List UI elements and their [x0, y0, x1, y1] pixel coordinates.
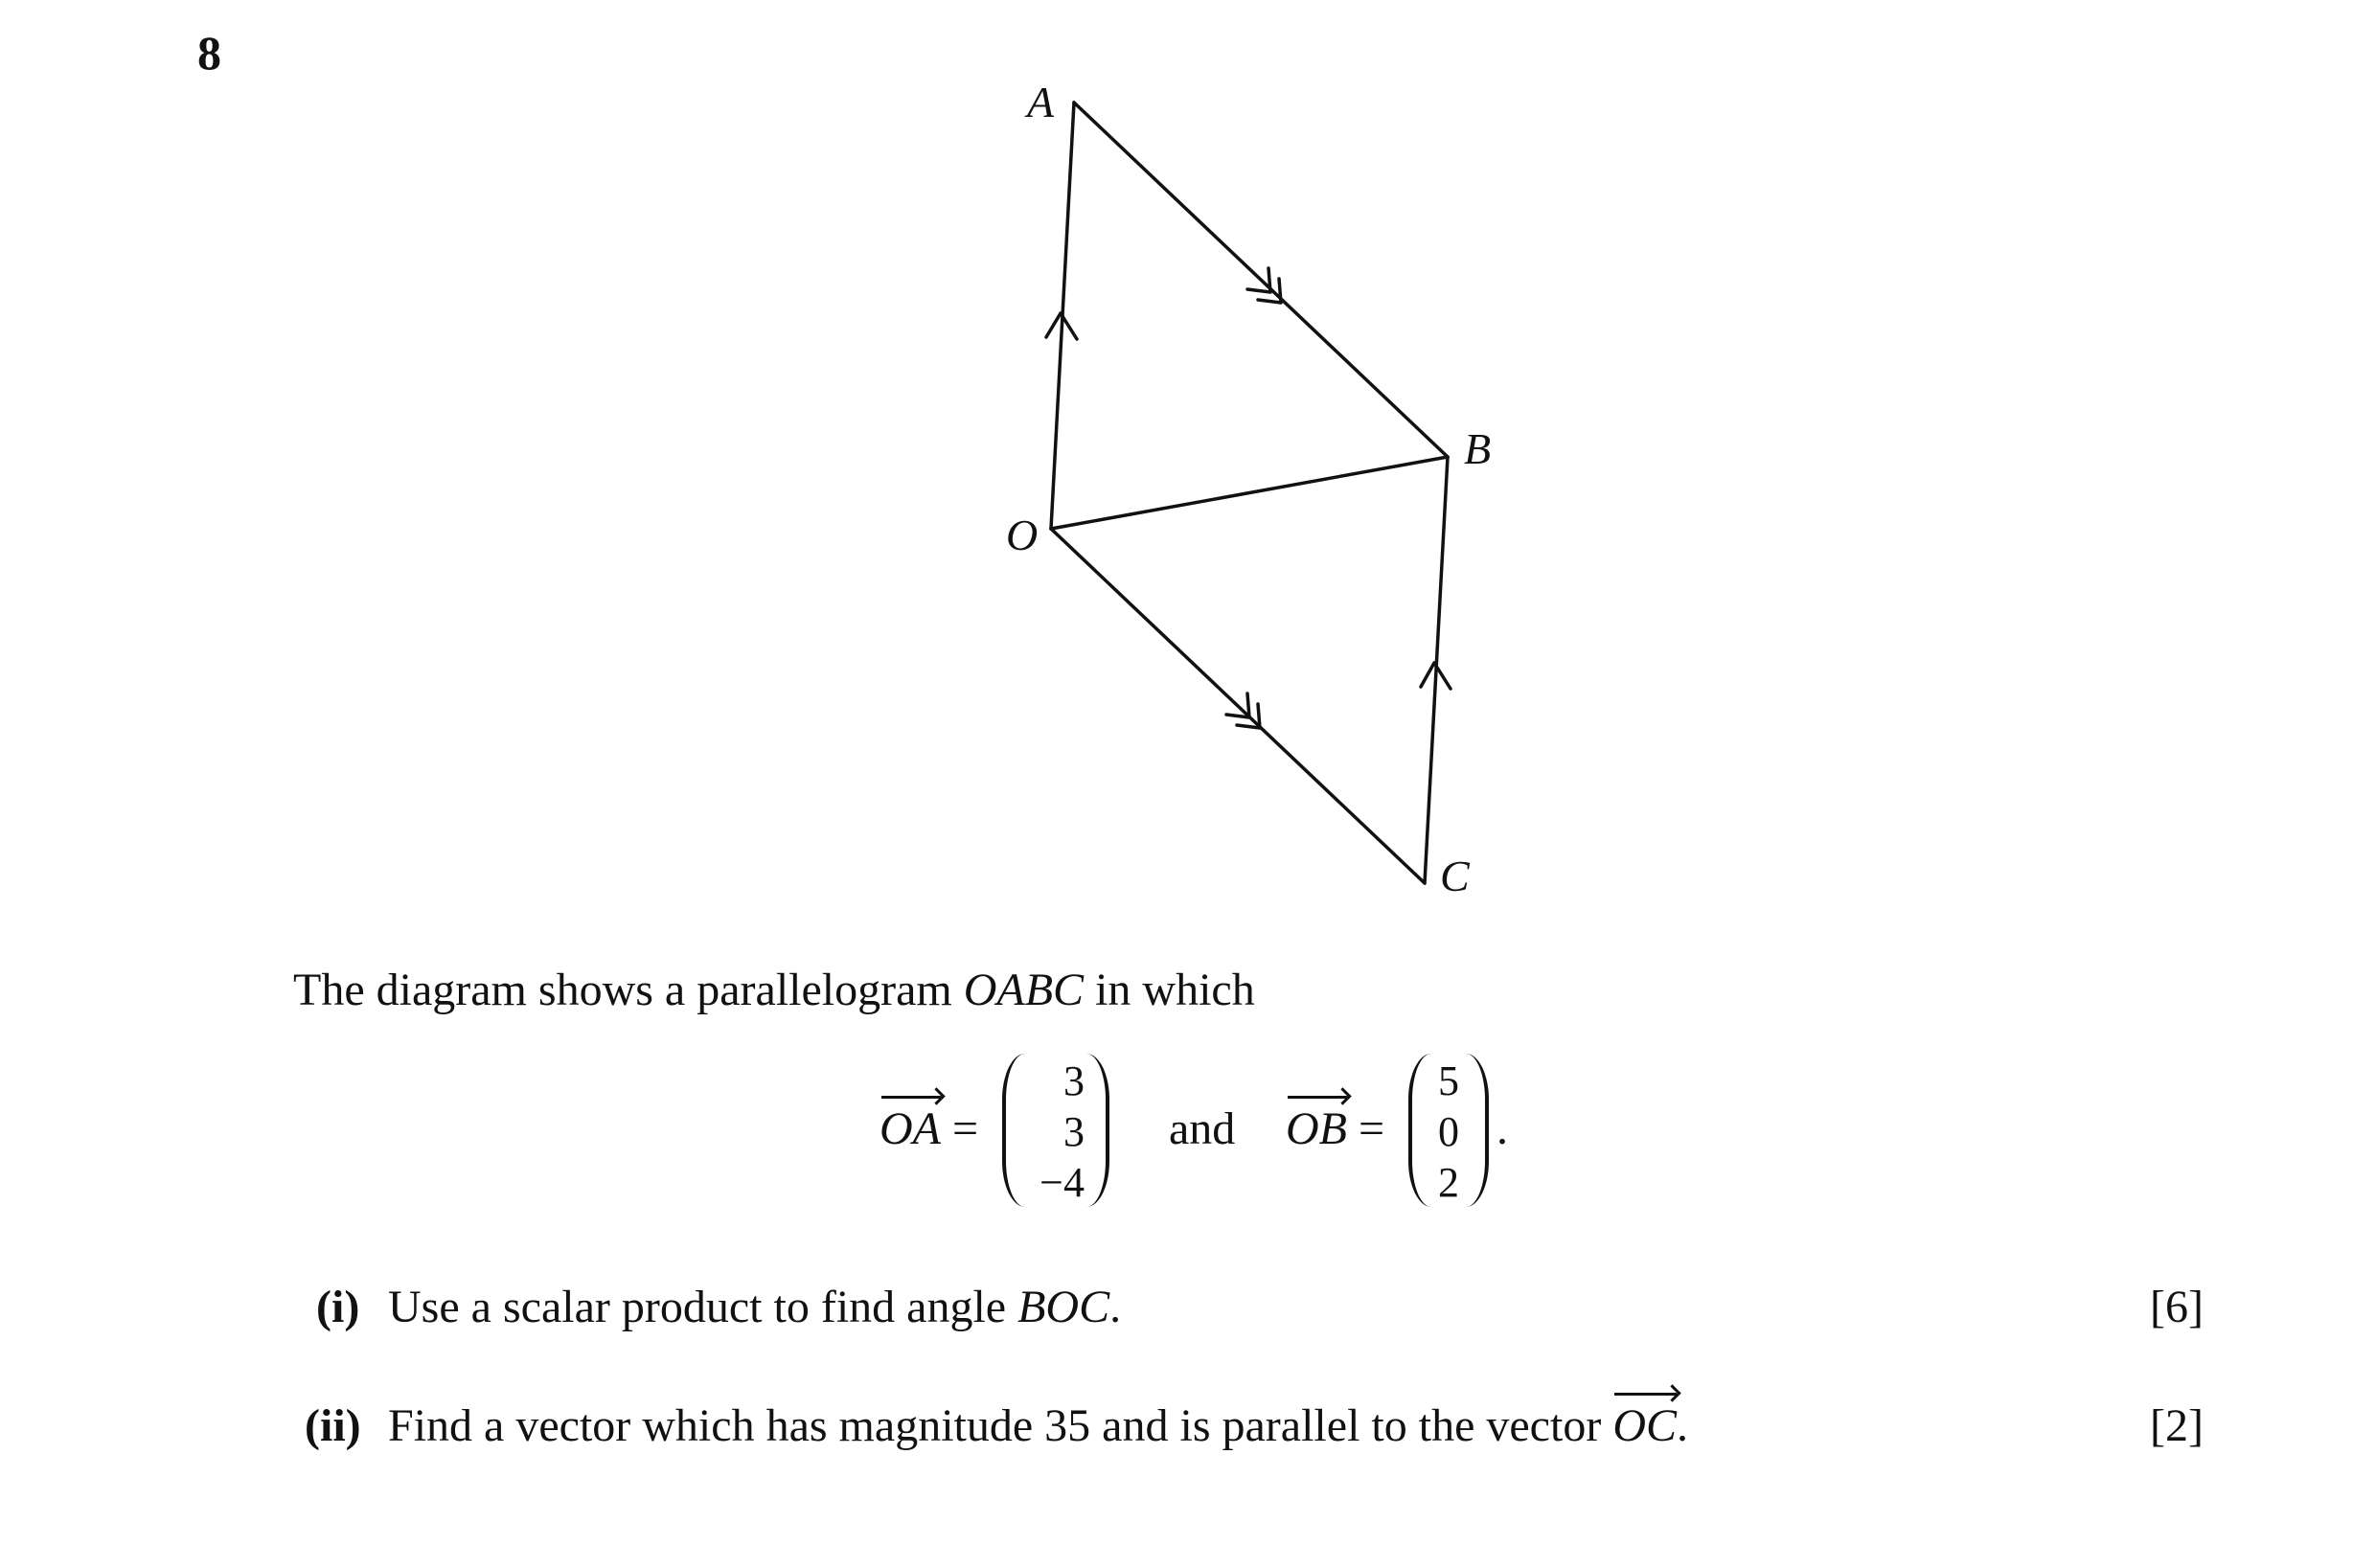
right-paren: [1086, 1054, 1109, 1207]
vector-equation: [0, 1054, 2376, 1207]
edge-oc: [1051, 529, 1425, 883]
part-i-text-after: .: [1109, 1282, 1122, 1332]
part-ii-text-after: .: [1677, 1400, 1688, 1451]
left-paren: [1002, 1054, 1025, 1207]
oa-entry-3: −4: [1040, 1159, 1085, 1206]
intro-text: [293, 963, 1255, 1018]
part-i-text: [388, 1280, 1121, 1335]
ob-entry-2: 0: [1438, 1108, 1459, 1155]
part-ii-marks: [2]: [2150, 1400, 2204, 1451]
part-ii-label: (ii): [305, 1400, 361, 1451]
intro-after: in which: [1084, 965, 1255, 1015]
point-label-c: C: [1440, 852, 1470, 900]
ob-entry-3: 2: [1438, 1159, 1459, 1206]
point-label-b: B: [1464, 424, 1492, 473]
part-i-marks: [6]: [2150, 1282, 2204, 1332]
ob-equals: =: [1358, 1103, 1385, 1154]
part-ii-text: [388, 1398, 1688, 1454]
point-label-a: A: [1027, 78, 1055, 126]
oa-column-vector: [1002, 1054, 1109, 1207]
part-i-text-before: Use a scalar product to find angle: [388, 1282, 1018, 1332]
left-paren: [1408, 1054, 1431, 1207]
oa-equals: =: [951, 1103, 979, 1154]
question-number: 8: [197, 26, 221, 80]
ob-entries: [1433, 1056, 1464, 1208]
oc-vector-label: OC: [1612, 1398, 1677, 1454]
equation-end: .: [1496, 1103, 1508, 1154]
edge-ob: [1051, 457, 1448, 529]
connector-text: and: [1169, 1103, 1236, 1154]
edge-ab: [1074, 102, 1448, 457]
ob-vector-label: OB: [1286, 1102, 1347, 1157]
right-paren: [1466, 1054, 1489, 1207]
point-label-o: O: [1006, 511, 1039, 559]
part-ii-text-before: Find a vector which has magnitude 35 and is parallel to the vector: [388, 1400, 1613, 1451]
angle-name: BOC: [1017, 1282, 1110, 1332]
oa-vector-label: OA: [880, 1102, 941, 1157]
oa-lhs: [880, 1102, 978, 1157]
part-i-label: (i): [316, 1282, 360, 1332]
ob-lhs: [1286, 1102, 1384, 1157]
ob-column-vector: [1408, 1054, 1489, 1207]
edge-cb: [1425, 457, 1448, 883]
oa-entry-1: 3: [1063, 1057, 1085, 1104]
oa-entries: [1027, 1056, 1085, 1208]
oa-entry-2: 3: [1063, 1108, 1085, 1155]
intro-before: The diagram shows a parallelogram: [293, 965, 964, 1015]
shape-name: OABC: [963, 965, 1085, 1015]
ob-entry-1: 5: [1438, 1057, 1459, 1104]
